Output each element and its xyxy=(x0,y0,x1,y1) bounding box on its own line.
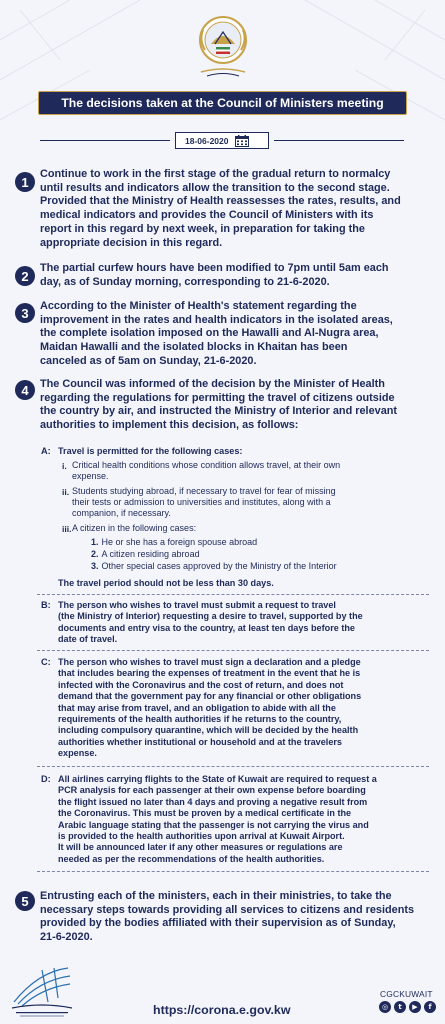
item-number-2: 2 xyxy=(15,266,35,286)
instagram-icon[interactable]: ◎ xyxy=(379,1001,391,1013)
section-d-letter: D: xyxy=(41,774,51,784)
divider xyxy=(37,594,429,595)
case-i-text: Critical health conditions whose condition allows travel, at their own expense. xyxy=(72,460,341,481)
communication-center-logo xyxy=(8,962,76,1020)
divider xyxy=(37,766,429,767)
subcase-1: 1. He or she has a foreign spouse abroad xyxy=(91,537,258,547)
item-number-4: 4 xyxy=(15,380,35,400)
subcase-2: 2. A citizen residing abroad xyxy=(91,549,200,559)
date-divider-left xyxy=(40,140,170,141)
item-3-text: According to the Minister of Health's statement regarding the improvement in the rates and health indicators in the isolated areas, the complete isolation imposed on the Hawalli and Al-Nugra area, Maidan Hawalli and the isolated blocks in Khaitan has been canceled as of 5am on Sunday, 21-6-2020. xyxy=(40,300,393,367)
divider xyxy=(37,650,429,651)
case-ii-marker: ii. xyxy=(62,487,70,497)
council-crest-logo xyxy=(181,10,265,84)
case-i-marker: i. xyxy=(62,461,67,471)
section-a-letter: A: xyxy=(41,446,51,456)
social-icons xyxy=(379,1001,436,1013)
subcase-3: 3. Other special cases approved by the Ministry of the Interior xyxy=(91,561,337,571)
case-ii-text: Students studying abroad, if necessary to travel for fear of missing their tests or admission to universities and institutes, along with a companion, if necessary. xyxy=(72,486,336,518)
item-1-text: Continue to work in the first stage of the gradual return to normalcy until results and indicators allow the transition to the second stage. Provided that the Ministry of Health reassesses the rates, results, and medical indicators and provides the Council of Ministers with its report in this regard by next week, in preparation for taking the appropriate decision in this regard. xyxy=(40,168,401,249)
page-title: The decisions taken at the Council of Ministers meeting xyxy=(38,91,407,115)
date-text: 18-06-2020 xyxy=(185,135,229,146)
item-4-text: The Council was informed of the decision by the Minister of Health regarding the regulations for permitting the travel of citizens outside the country by air, and instructed the Ministry of Interior and relevant authorities to implement this decision, as follows: xyxy=(40,378,398,432)
date-divider-right xyxy=(274,140,404,141)
section-d-text: All airlines carrying flights to the State of Kuwait are required to request a PCR analysis for each passenger at their own expense before boarding the flight issued no later than 4 days and proving a negative result from the Coronavirus. This must be proven by a medical certificate in the Arabic language stating that the passenger is not carrying the virus and is provided to the health authorities upon arrival at Kuwait Airport. It will be announced later if any other measures or regulations are needed as per the recommendations of the health authorities. xyxy=(58,774,377,864)
youtube-icon[interactable]: ▶ xyxy=(409,1001,421,1013)
website-link[interactable]: https://corona.e.gov.kw xyxy=(153,1003,291,1017)
item-number-3: 3 xyxy=(15,303,35,323)
section-c-letter: C: xyxy=(41,657,51,667)
facebook-icon[interactable]: f xyxy=(424,1001,436,1013)
section-b-letter: B: xyxy=(41,600,51,610)
travel-period-note: The travel period should not be less than 30 days. xyxy=(58,578,274,588)
calendar-icon xyxy=(235,135,249,147)
social-handle: CGCKUWAIT xyxy=(380,989,433,999)
twitter-icon[interactable]: t xyxy=(394,1001,406,1013)
section-c-text: The person who wishes to travel must sign a declaration and a pledge that includes bearing the expenses of treatment in the event that he is infected with the Coronavirus and the cost of return, and does not demand that the government pay for any financial or other obligations that may arise from travel, and an obligation to abide with all the requirements of the health authorities if he returns to the country, including compulsory quarantine, which will be decided by the health authorities whether institutional or household and at the travelers expense. xyxy=(58,657,362,759)
item-number-1: 1 xyxy=(15,172,35,192)
item-5-text: Entrusting each of the ministers, each in their ministries, to take the necessary steps towards providing all services to citizens and residents provided by the bodies affiliated with their supervision as of Sunday, 21-6-2020. xyxy=(40,890,415,944)
section-a-heading: Travel is permitted for the following cases: xyxy=(58,446,243,456)
item-2-text: The partial curfew hours have been modified to 7pm until 5am each day, as of Sunday morning, corresponding to 21-6-2020. xyxy=(40,262,389,288)
section-b-text: The person who wishes to travel must submit a request to travel (the Ministry of Interior) requesting a desire to travel, supported by the documents and entry visa to the country, at least ten days before the date of travel. xyxy=(58,600,363,645)
item-number-5: 5 xyxy=(15,891,35,911)
date-badge xyxy=(175,132,269,149)
divider xyxy=(37,871,429,872)
case-iii-text: A citizen in the following cases: xyxy=(72,523,197,533)
case-iii-marker: iii. xyxy=(62,524,72,534)
